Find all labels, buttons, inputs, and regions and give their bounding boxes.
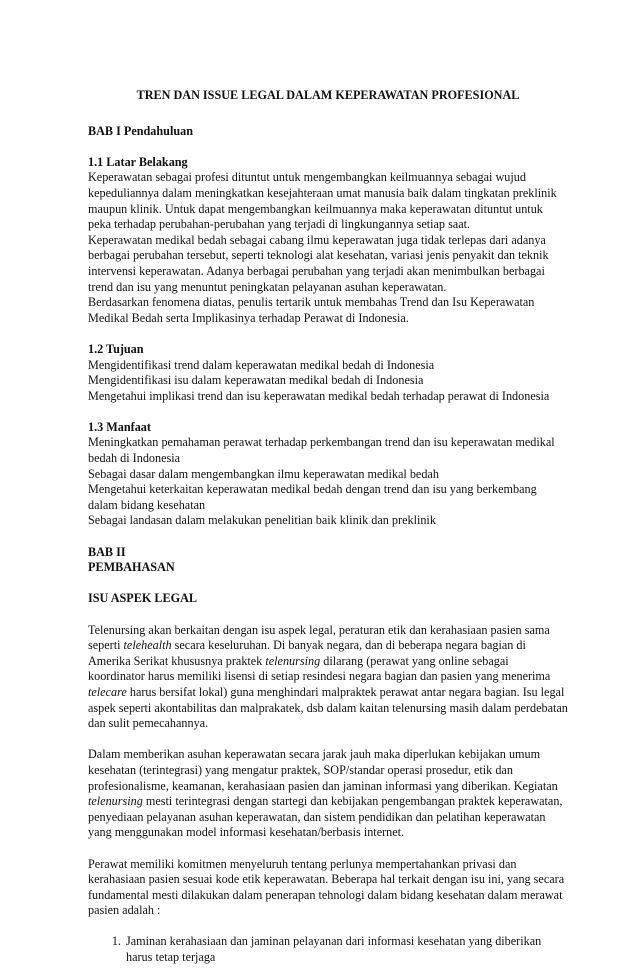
isu-paragraph-3: Perawat memiliki komitmen menyeluruh tentang perlunya mempertahankan privasi dan kerahasiaan pasien sesuai kode etik keperawatan. Beberapa hal terkait dengan isu ini, yang secara fundamental mesti dilakukan dalam penerapan tehnologi dalam bidang kesehatan dalam merawat pasien adalah :	[88, 856, 565, 918]
manfaat-item: Mengetahui keterkaitan keperawatan medikal bedah dengan trend dan isu yang berkembang dalam bidang kesehatan	[88, 482, 537, 512]
manfaat-item: Sebagai dasar dalam mengembangkan ilmu keperawatan medikal bedah	[88, 466, 439, 481]
manfaat-heading: 1.3 Manfaat	[88, 419, 151, 434]
manfaat-item: Sebagai landasan dalam melakukan penelitian baik klinik dan preklinik	[88, 513, 436, 528]
latar-belakang-heading: 1.1 Latar Belakang	[88, 154, 188, 169]
latar-belakang-paragraph-3: Berdasarkan fenomena diatas, penulis tertarik untuk membahas Trend dan Isu Keperawatan Medikal Bedah serta Implikasinya terhadap Perawat di Indonesia.	[88, 295, 535, 325]
manfaat-item: Meningkatkan pemahaman perawat terhadap perkembangan trend dan isu keperawatan medikal bedah di Indonesia	[88, 435, 555, 466]
latar-belakang-paragraph-1: Keperawatan sebagai profesi dituntut untuk mengembangkan keilmuannya sebagai wujud kepeduliannya dalam meningkatkan kesejahteraan umat manusia baik dalam tingkatan preklinik maupun klinik. Untuk dapat mengembangkan keilmuannya maka keperawatan dituntut untuk peka terhadap perubahan-perubahan yang terjadi di lingkungannya setiap saat.	[88, 170, 557, 232]
chapter-1-heading: BAB I Pendahuluan	[88, 123, 193, 138]
tujuan-heading: 1.2 Tujuan	[88, 341, 144, 356]
chapter-2-heading: BAB II	[88, 544, 126, 559]
list-item: 1. Jaminan kerahasiaan dan jaminan pelayanan dari informasi kesehatan yang diberikan harus tetap terjaga	[124, 934, 568, 965]
numbered-list	[88, 934, 568, 965]
tujuan-item: Mengidentifikasi isu dalam keperawatan medikal bedah di Indonesia	[88, 373, 424, 388]
chapter-2-subtitle: PEMBAHASAN	[88, 560, 175, 575]
isu-paragraph-2: Dalam memberikan asuhan keperawatan secara jarak jauh maka diperlukan kebijakan umum kesehatan (terintegrasi) yang mengatur praktek, SOP/standar operasi prosedur, etik dan profesionalisme, keamanan, kerahasiaan pasien dan jaminan informasi yang diberikan. Kegiatan telenursing mesti terintegrasi dengan startegi dan kebijakan pengembangan praktek keperawatan, penyediaan pelayanan asuhan keperawatan, dan sistem pendidikan dan pelatihan keperawatan yang menggunakan model informasi kesehatan/berbasis internet.	[88, 747, 563, 840]
tujuan-item: Mengetahui implikasi trend dan isu keperawatan medikal bedah terhadap perawat di Indonesia	[88, 388, 550, 403]
isu-paragraph-1: Telenursing akan berkaitan dengan isu aspek legal, peraturan etik dan kerahasiaan pasien sama seperti telehealth secara keseluruhan. Di banyak negara, dan di beberapa negara bagian di Amerika Serikat khususnya praktek telenursing dilarang (perawat yang online sebagai koordinator harus memiliki lisensi di setiap resindesi negara bagian dan pasien yang menerima telecare harus bersifat lokal) guna menghindari malpraktek perawat antar negara bagian. Isu legal aspek seperti akontabilitas dan malprakatek, dsb dalam kaitan telenursing masih dalam perdebatan dan sulit pemecahannya.	[88, 622, 568, 731]
tujuan-item: Mengidentifikasi trend dalam keperawatan medikal bedah di Indonesia	[88, 357, 435, 372]
latar-belakang-paragraph-2: Keperawatan medikal bedah sebagai cabang ilmu keperawatan juga tidak terlepas dari adanya berbagai perubahan tersebut, seperti teknologi alat kesehatan, variasi jenis penyakit dan teknik intervensi keperawatan. Adanya berbagai perubahan yang terjadi akan menimbulkan berbagai trend dan isu yang menuntut peningkatan pelayanan asuhan keperawatan.	[88, 232, 549, 294]
document-title: TREN DAN ISSUE LEGAL DALAM KEPERAWATAN PROFESIONAL	[136, 88, 520, 102]
isu-aspek-legal-heading: ISU ASPEK LEGAL	[88, 591, 198, 606]
document-page	[88, 88, 568, 966]
